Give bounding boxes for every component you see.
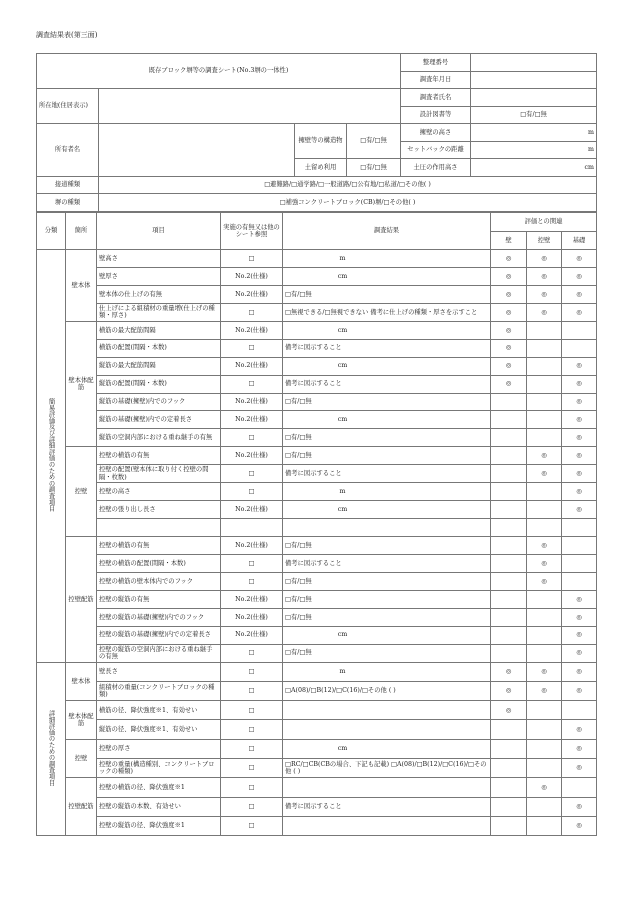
kekka-cell[interactable]: □RC/□CB(CBの場合、下記も記載) □A(08)/□B(12)/□C(16)/□その他 ( ) xyxy=(283,759,491,778)
shozaichi-field[interactable] xyxy=(99,89,401,124)
kekka-cell[interactable]: □有/□無 xyxy=(283,285,491,303)
kiso-mark: ◎ xyxy=(562,501,597,519)
hikae-mark xyxy=(527,608,562,626)
heki-mark: ◎ xyxy=(491,357,527,375)
sekkei-tosho-label: 設計図書等 xyxy=(401,106,471,124)
col-hyoka: 評価との関連 xyxy=(491,213,597,232)
col-kasho: 箇所 xyxy=(66,213,97,250)
kekka-cell[interactable]: □有/□無 xyxy=(283,572,491,590)
table-row xyxy=(37,339,597,357)
hei-takasa-label: 擁壁の高さ xyxy=(401,124,471,142)
kekka-cell[interactable] xyxy=(283,701,491,720)
heki-mark xyxy=(491,411,527,429)
jisshi-cell[interactable]: No.2(仕様) xyxy=(221,357,283,375)
col-bunrui: 分類 xyxy=(37,213,66,250)
jisshi-cell[interactable]: No.2(仕様) xyxy=(221,447,283,465)
heki-mark xyxy=(491,626,527,644)
table-row xyxy=(37,554,597,572)
kekka-cell[interactable]: m xyxy=(283,250,491,268)
jisshi-cell[interactable]: No.2(仕様) xyxy=(221,285,283,303)
kekka-cell[interactable] xyxy=(283,778,491,797)
kekka-cell[interactable]: cm xyxy=(283,501,491,519)
kiso-mark xyxy=(562,701,597,720)
item-cell: 組積材の重量(コンクリートブロックの種類) xyxy=(97,681,221,700)
chosa-nengappi-label: 調査年月日 xyxy=(401,71,471,89)
hikae-mark xyxy=(527,357,562,375)
table-row xyxy=(37,626,597,644)
hikae-mark: ◎ xyxy=(527,662,562,681)
item-cell: 控壁の配置(壁本体に取り付く控壁の間隔・枚数) xyxy=(97,465,221,483)
table-row xyxy=(37,720,597,739)
jisshi-cell[interactable]: □ xyxy=(221,250,283,268)
hikae-mark xyxy=(527,501,562,519)
jisshi-cell[interactable]: □ xyxy=(221,375,283,393)
item-cell: 控壁の縦筋の径、降伏強度※1 xyxy=(97,816,221,835)
kiso-mark: ◎ xyxy=(562,393,597,411)
item-cell: 壁厚さ xyxy=(97,267,221,285)
jisshi-cell[interactable]: □ xyxy=(221,303,283,321)
jisshi-cell[interactable]: □ xyxy=(221,465,283,483)
kiso-mark: ◎ xyxy=(562,267,597,285)
hikae-mark xyxy=(527,590,562,608)
kekka-cell[interactable]: cm xyxy=(283,626,491,644)
col-komoku: 項目 xyxy=(97,213,221,250)
jisshi-cell[interactable]: □ xyxy=(221,554,283,572)
table-row xyxy=(37,393,597,411)
hei-shurui-label: 塀の種類 xyxy=(37,194,99,212)
section-label-text: 簡易評価及び詳細評価のための調査項目 xyxy=(47,397,55,512)
hikae-mark xyxy=(527,701,562,720)
jisshi-cell[interactable]: □ xyxy=(221,797,283,816)
item-cell: 横筋の径、降伏強度※1、有効せい xyxy=(97,701,221,720)
hikae-mark: ◎ xyxy=(527,778,562,797)
chosasha-field[interactable] xyxy=(471,89,597,107)
item-cell: 横筋の最大配筋間隔 xyxy=(97,321,221,339)
hikae-mark xyxy=(527,429,562,447)
kiso-mark: ◎ xyxy=(562,375,597,393)
kekka-cell[interactable]: □有/□無 xyxy=(283,447,491,465)
hikae-mark xyxy=(527,816,562,835)
hikae-mark xyxy=(527,644,562,662)
item-cell: 控壁の横筋の有無 xyxy=(97,537,221,555)
item-cell: 縦筋の基礎(擁壁)内での定着長さ xyxy=(97,411,221,429)
heki-mark: ◎ xyxy=(491,662,527,681)
item-cell: 壁高さ xyxy=(97,250,221,268)
heki-mark xyxy=(491,720,527,739)
jisshi-cell[interactable]: □ xyxy=(221,759,283,778)
table-row xyxy=(37,644,597,662)
heki-mark xyxy=(491,447,527,465)
jisshi-cell[interactable]: □ xyxy=(221,701,283,720)
jisshi-cell[interactable]: No.2(仕様) xyxy=(221,411,283,429)
hikae-mark: ◎ xyxy=(527,285,562,303)
heki-mark: ◎ xyxy=(491,339,527,357)
col-kekka: 調査結果 xyxy=(283,213,491,250)
kiso-mark: ◎ xyxy=(562,465,597,483)
kiso-mark: ◎ xyxy=(562,662,597,681)
item-cell: 壁長さ xyxy=(97,662,221,681)
table-row xyxy=(37,778,597,797)
jisshi-cell[interactable]: □ xyxy=(221,739,283,758)
heki-mark: ◎ xyxy=(491,681,527,700)
jisshi-cell[interactable]: No.2(仕様) xyxy=(221,321,283,339)
kekka-cell[interactable]: □有/□無 xyxy=(283,393,491,411)
table-row xyxy=(37,465,597,483)
hikae-mark: ◎ xyxy=(527,465,562,483)
kiso-mark: ◎ xyxy=(562,797,597,816)
kekka-cell[interactable] xyxy=(283,720,491,739)
kekka-cell[interactable]: cm xyxy=(283,357,491,375)
item-cell: 縦筋の径、降伏強度※1、有効せい xyxy=(97,720,221,739)
kiso-mark: ◎ xyxy=(562,681,597,700)
col-jisshi: 実施の有無又は他のシート参照 xyxy=(221,213,283,250)
table-row xyxy=(37,537,597,555)
kasho-cell: 壁本体配筋 xyxy=(66,321,97,447)
kiso-mark: ◎ xyxy=(562,816,597,835)
section-label xyxy=(37,662,66,836)
item-cell: 縦筋の最大配筋間隔 xyxy=(97,357,221,375)
col-hikae: 控壁 xyxy=(527,232,562,250)
hikae-mark: ◎ xyxy=(527,447,562,465)
item-cell: 縦筋の基礎(擁壁)内でのフック xyxy=(97,393,221,411)
heki-mark xyxy=(491,759,527,778)
kekka-cell[interactable]: 備考に図示すること xyxy=(283,375,491,393)
chosa-nengappi-field[interactable] xyxy=(471,71,597,89)
kekka-cell[interactable]: cm xyxy=(283,411,491,429)
hikae-mark xyxy=(527,720,562,739)
item-cell: 控壁の重量(構造種別、コンクリートブロックの種類) xyxy=(97,759,221,778)
kasho-cell: 控壁配筋 xyxy=(66,537,97,663)
hikae-mark xyxy=(527,411,562,429)
hikae-mark xyxy=(527,483,562,501)
kasho-cell: 壁本体 xyxy=(66,250,97,322)
kiso-mark: ◎ xyxy=(562,720,597,739)
kekka-cell[interactable]: □有/□無 xyxy=(283,537,491,555)
table-row xyxy=(37,267,597,285)
table-row xyxy=(37,321,597,339)
kiso-mark: ◎ xyxy=(562,590,597,608)
kasho-cell: 控壁 xyxy=(66,739,97,778)
heki-mark xyxy=(491,483,527,501)
hikae-mark: ◎ xyxy=(527,267,562,285)
hikae-mark xyxy=(527,739,562,758)
table-row xyxy=(37,608,597,626)
hikae-mark xyxy=(527,375,562,393)
table-row xyxy=(37,501,597,519)
table-row xyxy=(37,411,597,429)
jisshi-cell[interactable]: □ xyxy=(221,720,283,739)
item-cell: 横筋の配置(間隔・本数) xyxy=(97,339,221,357)
doatsu-field[interactable]: cm xyxy=(471,159,597,177)
heki-kozobutsu-check[interactable]: □有/□無 xyxy=(347,124,401,159)
kiso-mark: ◎ xyxy=(562,303,597,321)
table-row xyxy=(37,739,597,758)
kiso-mark: ◎ xyxy=(562,739,597,758)
hikae-mark: ◎ xyxy=(527,303,562,321)
table-row xyxy=(37,759,597,778)
kekka-cell[interactable]: □無視できる/□無視できない 備考に仕上げの種類・厚さを示すこと xyxy=(283,303,491,321)
kiso-mark: ◎ xyxy=(562,429,597,447)
header-table xyxy=(36,53,597,212)
kiso-mark: ◎ xyxy=(562,285,597,303)
setback-field[interactable]: m xyxy=(471,141,597,159)
hikae-mark: ◎ xyxy=(527,250,562,268)
heki-mark xyxy=(491,429,527,447)
item-cell: 控壁の縦筋の本数、有効せい xyxy=(97,797,221,816)
heki-mark xyxy=(491,778,527,797)
setsudo-label: 接道種類 xyxy=(37,176,99,194)
jisshi-cell[interactable]: No.2(仕様) xyxy=(221,537,283,555)
table-row xyxy=(37,681,597,700)
kekka-cell[interactable]: cm xyxy=(283,267,491,285)
item-cell: 仕上げによる組積材の重量増(仕上げの種類・厚さ) xyxy=(97,303,221,321)
heki-mark xyxy=(491,465,527,483)
jisshi-cell[interactable]: □ xyxy=(221,429,283,447)
hikae-mark xyxy=(527,519,562,537)
heki-mark: ◎ xyxy=(491,250,527,268)
kasho-cell: 壁本体配筋 xyxy=(66,701,97,740)
col-kiso: 基礎 xyxy=(562,232,597,250)
table-row xyxy=(37,483,597,501)
jisshi-cell[interactable]: □ xyxy=(221,644,283,662)
heki-mark xyxy=(491,537,527,555)
heki-mark: ◎ xyxy=(491,321,527,339)
heki-mark: ◎ xyxy=(491,267,527,285)
sheet-title: 既存ブロック塀等の調査シート(No.3塀の一体性) xyxy=(37,54,401,89)
table-row xyxy=(37,429,597,447)
kekka-cell[interactable]: □有/□無 xyxy=(283,429,491,447)
table-row xyxy=(37,250,597,268)
kiso-mark: ◎ xyxy=(562,411,597,429)
kekka-cell[interactable]: m xyxy=(283,662,491,681)
kekka-cell[interactable]: cm xyxy=(283,321,491,339)
kiso-mark xyxy=(562,537,597,555)
table-row xyxy=(37,701,597,720)
item-cell: 控壁の縦筋の基礎(擁壁)内での定着長さ xyxy=(97,626,221,644)
seiri-bango-field[interactable] xyxy=(471,54,597,72)
heki-mark xyxy=(491,816,527,835)
page-title: 調査結果表(第三面) xyxy=(36,31,98,39)
heki-mark xyxy=(491,797,527,816)
kiso-mark: ◎ xyxy=(562,483,597,501)
item-cell: 控壁の横筋の壁本体内でのフック xyxy=(97,572,221,590)
heki-mark: ◎ xyxy=(491,285,527,303)
kekka-cell[interactable]: □有/□無 xyxy=(283,608,491,626)
jisshi-cell[interactable]: No.2(仕様) xyxy=(221,608,283,626)
hikae-mark xyxy=(527,797,562,816)
kekka-cell[interactable]: 備考に図示すること xyxy=(283,554,491,572)
shoyusha-field[interactable] xyxy=(99,124,295,177)
doatsu-label: 土圧の作用高さ xyxy=(401,159,471,177)
item-cell: 縦筋の配置(間隔・本数) xyxy=(97,375,221,393)
setsudo-check[interactable]: □避難路/□通学路/□一般道路/□公有地/□私道/□その他( ) xyxy=(99,176,597,194)
kekka-cell[interactable] xyxy=(283,519,491,537)
kiso-mark xyxy=(562,778,597,797)
kasho-cell: 控壁配筋 xyxy=(66,778,97,836)
kekka-cell[interactable] xyxy=(283,816,491,835)
hei-takasa-field[interactable]: m xyxy=(471,124,597,142)
item-cell: 控壁の縦筋の空洞内部における重ね継手の有無 xyxy=(97,644,221,662)
heki-mark xyxy=(491,501,527,519)
item-cell xyxy=(97,519,221,537)
table-row xyxy=(37,303,597,321)
table-row xyxy=(37,590,597,608)
kekka-cell[interactable]: □A(08)/□B(12)/□C(16)/□その他 ( ) xyxy=(283,681,491,700)
jisshi-cell[interactable] xyxy=(221,519,283,537)
kekka-cell[interactable]: 備考に図示すること xyxy=(283,465,491,483)
jisshi-cell[interactable]: □ xyxy=(221,662,283,681)
kiso-mark xyxy=(562,554,597,572)
jisshi-cell[interactable]: No.2(仕様) xyxy=(221,267,283,285)
survey-table xyxy=(36,212,597,836)
item-cell: 控壁の厚さ xyxy=(97,739,221,758)
jisshi-cell[interactable]: □ xyxy=(221,483,283,501)
kiso-mark: ◎ xyxy=(562,759,597,778)
hei-shurui-check[interactable]: □補強コンクリートブロック(CB)塀/□その他( ) xyxy=(99,194,597,212)
heki-mark xyxy=(491,644,527,662)
seiri-bango-label: 整理番号 xyxy=(401,54,471,72)
item-cell: 壁本体の仕上げの有無 xyxy=(97,285,221,303)
jisshi-cell[interactable]: □ xyxy=(221,339,283,357)
item-cell: 控壁の張り出し長さ xyxy=(97,501,221,519)
hikae-mark xyxy=(527,321,562,339)
heki-mark: ◎ xyxy=(491,375,527,393)
table-row xyxy=(37,519,597,537)
sekkei-tosho-check[interactable]: □有/□無 xyxy=(471,106,597,124)
jisshi-cell[interactable]: □ xyxy=(221,778,283,797)
hikae-mark: ◎ xyxy=(527,537,562,555)
hikae-mark xyxy=(527,339,562,357)
table-row xyxy=(37,357,597,375)
kekka-cell[interactable]: 備考に図示すること xyxy=(283,797,491,816)
kiso-mark xyxy=(562,339,597,357)
jisshi-cell[interactable]: No.2(仕様) xyxy=(221,501,283,519)
setback-label: セットバックの距離 xyxy=(401,141,471,159)
heki-mark xyxy=(491,608,527,626)
item-cell: 控壁の高さ xyxy=(97,483,221,501)
jisshi-cell[interactable]: □ xyxy=(221,572,283,590)
heki-mark xyxy=(491,739,527,758)
kiso-mark: ◎ xyxy=(562,447,597,465)
kekka-cell[interactable]: cm xyxy=(283,739,491,758)
kiso-mark: ◎ xyxy=(562,608,597,626)
kasho-cell: 控壁 xyxy=(66,447,97,537)
chosasha-label: 調査者氏名 xyxy=(401,89,471,107)
jisshi-cell[interactable]: No.2(仕様) xyxy=(221,393,283,411)
item-cell: 控壁の横筋の配置(間隔・本数) xyxy=(97,554,221,572)
heki-mark: ◎ xyxy=(491,303,527,321)
jisshi-cell[interactable]: No.2(仕様) xyxy=(221,626,283,644)
heki-mark xyxy=(491,572,527,590)
item-cell: 控壁の縦筋の有無 xyxy=(97,590,221,608)
shoyusha-label: 所有者名 xyxy=(37,124,99,177)
item-cell: 縦筋の空洞内部における重ね継手の有無 xyxy=(97,429,221,447)
kekka-cell[interactable]: □有/□無 xyxy=(283,590,491,608)
jisshi-cell[interactable]: □ xyxy=(221,681,283,700)
item-cell: 控壁の横筋の径、降伏強度※1 xyxy=(97,778,221,797)
table-row xyxy=(37,447,597,465)
item-cell: 控壁の縦筋の基礎(擁壁)内でのフック xyxy=(97,608,221,626)
kasho-cell: 壁本体 xyxy=(66,662,97,701)
heki-mark xyxy=(491,393,527,411)
heki-mark xyxy=(491,590,527,608)
table-row xyxy=(37,816,597,835)
tome-riyo-check[interactable]: □有/□無 xyxy=(347,159,401,177)
section-label xyxy=(37,250,66,663)
heki-mark xyxy=(491,519,527,537)
shozaichi-label: 所在地(住居表示) xyxy=(37,89,99,124)
kiso-mark xyxy=(562,519,597,537)
hikae-mark: ◎ xyxy=(527,681,562,700)
kiso-mark xyxy=(562,321,597,339)
item-cell: 控壁の横筋の有無 xyxy=(97,447,221,465)
kiso-mark: ◎ xyxy=(562,357,597,375)
kekka-cell[interactable]: □有/□無 xyxy=(283,644,491,662)
hikae-mark: ◎ xyxy=(527,572,562,590)
table-row xyxy=(37,572,597,590)
kekka-cell[interactable]: 備考に図示すること xyxy=(283,339,491,357)
hikae-mark xyxy=(527,759,562,778)
section-label-text: 詳細評価のための調査項目 xyxy=(47,709,55,786)
kiso-mark xyxy=(562,572,597,590)
jisshi-cell[interactable]: No.2(仕様) xyxy=(221,590,283,608)
hikae-mark xyxy=(527,393,562,411)
hikae-mark xyxy=(527,626,562,644)
jisshi-cell[interactable]: □ xyxy=(221,816,283,835)
hikae-mark: ◎ xyxy=(527,554,562,572)
kiso-mark: ◎ xyxy=(562,644,597,662)
table-row xyxy=(37,375,597,393)
heki-mark: ◎ xyxy=(491,701,527,720)
heki-mark xyxy=(491,554,527,572)
kekka-cell[interactable]: m xyxy=(283,483,491,501)
tome-riyo-label: 土留め利用 xyxy=(295,159,347,177)
table-row xyxy=(37,285,597,303)
kiso-mark: ◎ xyxy=(562,250,597,268)
col-heki: 壁 xyxy=(491,232,527,250)
table-row xyxy=(37,662,597,681)
table-row xyxy=(37,797,597,816)
kiso-mark: ◎ xyxy=(562,626,597,644)
heki-kozobutsu-label: 擁壁等の構造物 xyxy=(295,124,347,159)
